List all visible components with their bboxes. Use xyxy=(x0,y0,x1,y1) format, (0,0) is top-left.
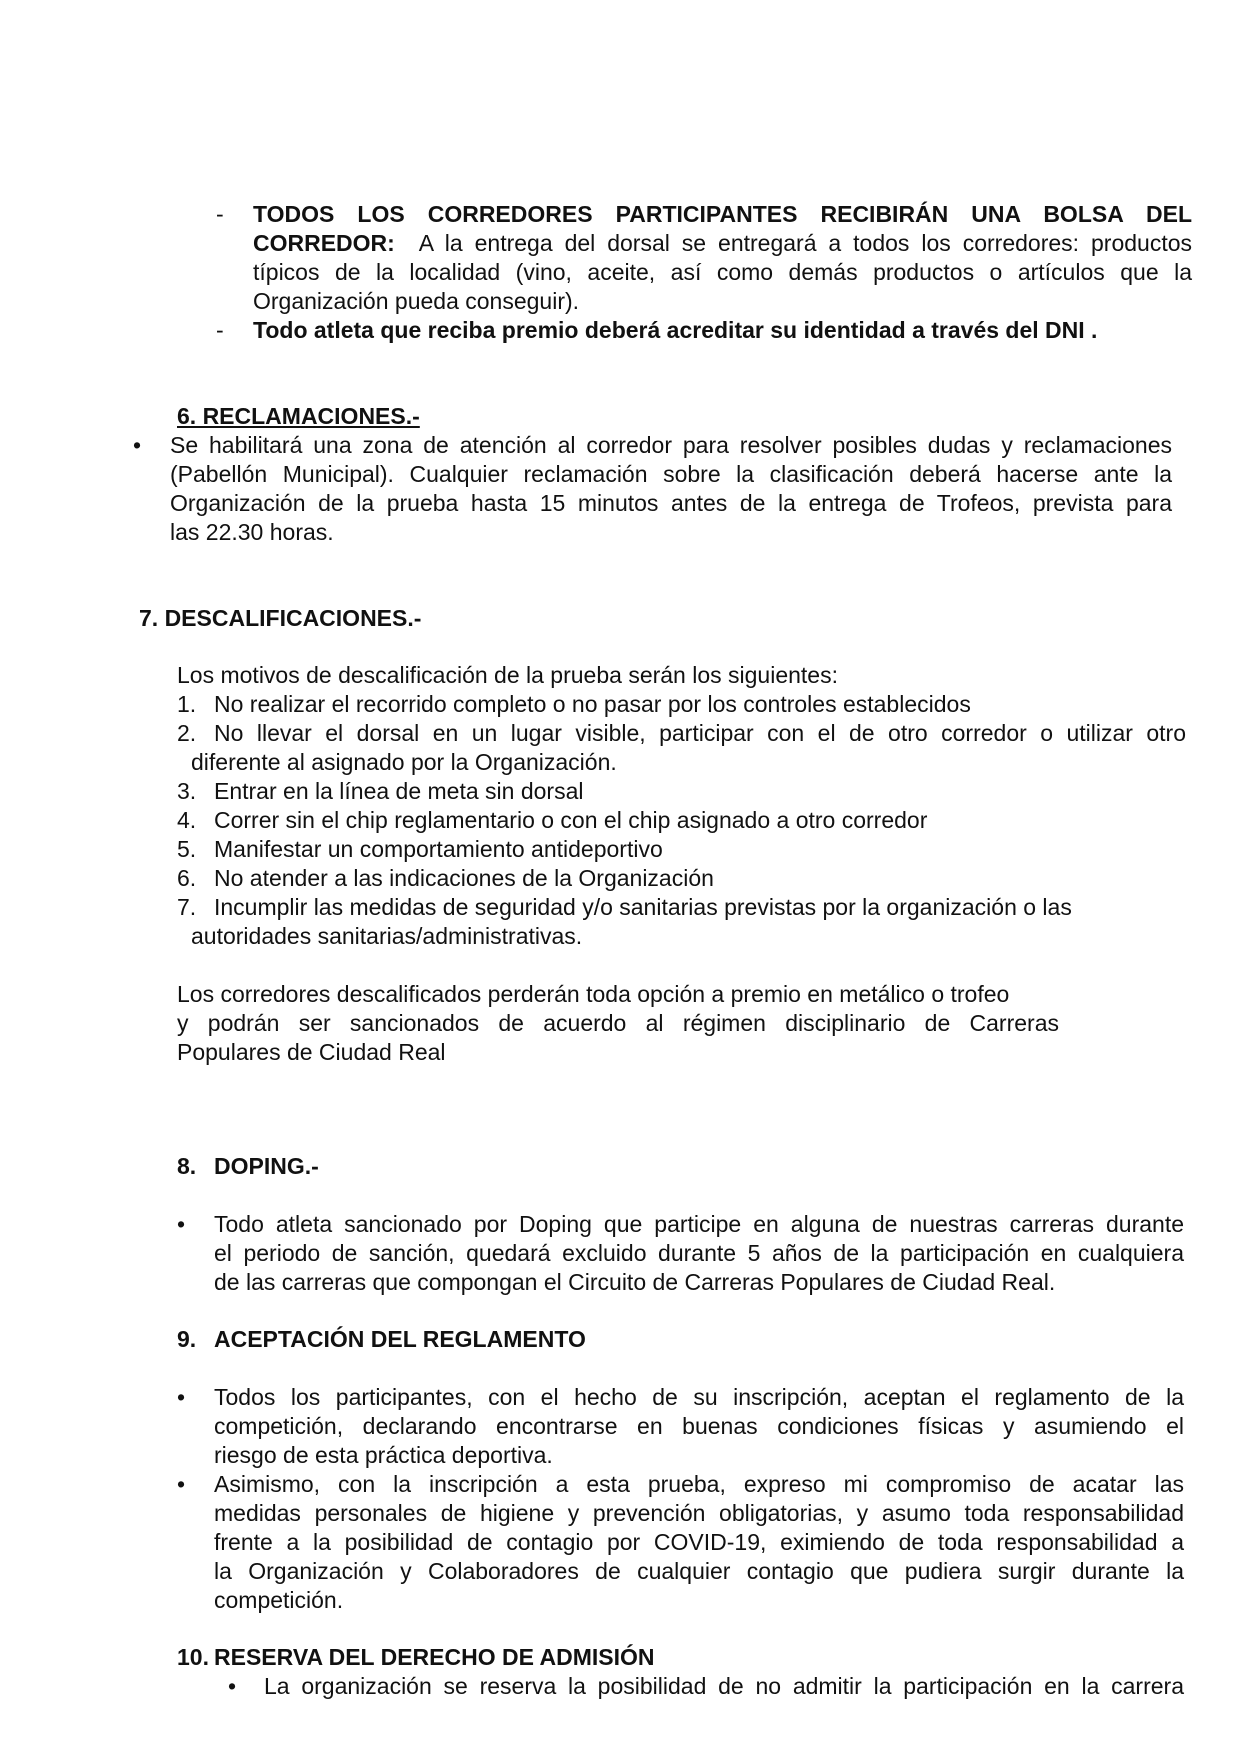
section-number: 8. xyxy=(177,1153,197,1179)
bullet-icon: • xyxy=(228,1673,237,1699)
bolsa-title: TODOS LOS CORREDORES PARTICIPANTES RECIBIRÁN UNA BOLSA DEL xyxy=(253,201,1192,227)
paragraph-line: la Organización y Colaboradores de cualquier contagio que pudiera surgir durante la xyxy=(214,1558,1184,1584)
paragraph-line: Todos los participantes, con el hecho de su inscripción, aceptan el reglamento de la xyxy=(214,1384,1184,1410)
bolsa-lead: CORREDOR: xyxy=(253,230,395,256)
intro-text: Los motivos de descalificación de la prueba serán los siguientes: xyxy=(177,662,838,688)
section-heading: ACEPTACIÓN DEL REGLAMENTO xyxy=(214,1326,586,1352)
closing-line: y podrán ser sancionados de acuerdo al régimen disciplinario de Carreras xyxy=(177,1010,1059,1036)
item-number: 1. xyxy=(177,691,197,717)
section-heading: RESERVA DEL DERECHO DE ADMISIÓN xyxy=(214,1644,655,1670)
bolsa-line-2-text: A la entrega del dorsal se entregará a todos los corredores: productos xyxy=(418,230,1193,256)
section-heading: 7. DESCALIFICACIONES.- xyxy=(139,605,422,631)
paragraph-line: frente a la posibilidad de contagio por COVID-19, eximiendo de toda responsabilidad a xyxy=(214,1529,1184,1555)
bullet-icon: • xyxy=(177,1384,186,1410)
paragraph-line: Todo atleta sancionado por Doping que participe en alguna de nuestras carreras durante xyxy=(214,1211,1184,1237)
item-text: No llevar el dorsal en un lugar visible, participar con el de otro corredor o utilizar otro xyxy=(214,720,1186,746)
paragraph-line: Se habilitará una zona de atención al corredor para resolver posibles dudas y reclamaciones xyxy=(170,432,1172,458)
paragraph-line: (Pabellón Municipal). Cualquier reclamación sobre la clasificación deberá hacerse ante la xyxy=(170,461,1172,487)
section-number: 10. xyxy=(177,1644,209,1670)
bolsa-line-3: típicos de la localidad (vino, aceite, así como demás productos o artículos que la xyxy=(253,259,1192,285)
closing-line: Populares de Ciudad Real xyxy=(177,1039,446,1065)
section-heading: DOPING.- xyxy=(214,1153,319,1179)
item-number: 3. xyxy=(177,778,197,804)
item-text-continuation: autoridades sanitarias/administrativas. xyxy=(191,923,583,949)
bullet-icon: • xyxy=(177,1211,186,1237)
paragraph-line: el periodo de sanción, quedará excluido durante 5 años de la participación en cualquiera xyxy=(214,1240,1184,1266)
item-number: 6. xyxy=(177,865,197,891)
item-text: No atender a las indicaciones de la Organización xyxy=(214,865,714,891)
item-text: Entrar en la línea de meta sin dorsal xyxy=(214,778,584,804)
paragraph-line: Asimismo, con la inscripción a esta prueba, expreso mi compromiso de acatar las xyxy=(214,1471,1184,1497)
paragraph-line: competición. xyxy=(214,1587,344,1613)
paragraph-line: medidas personales de higiene y prevención obligatorias, y asumo toda responsabilidad xyxy=(214,1500,1184,1526)
paragraph-line: riesgo de esta práctica deportiva. xyxy=(214,1442,553,1468)
paragraph-line: La organización se reserva la posibilidad de no admitir la participación en la carrera xyxy=(264,1673,1184,1699)
dash-marker: - xyxy=(216,201,224,227)
bolsa-line-2 xyxy=(253,229,1192,258)
dni-notice: Todo atleta que reciba premio deberá acreditar su identidad a través del DNI . xyxy=(253,317,1098,343)
dash-marker: - xyxy=(216,317,224,343)
paragraph-line: las 22.30 horas. xyxy=(170,519,334,545)
item-text: Manifestar un comportamiento antideportivo xyxy=(214,836,663,862)
item-text: No realizar el recorrido completo o no pasar por los controles establecidos xyxy=(214,691,971,717)
item-number: 5. xyxy=(177,836,197,862)
bullet-icon: • xyxy=(133,432,142,458)
item-text: Correr sin el chip reglamentario o con el chip asignado a otro corredor xyxy=(214,807,928,833)
item-number: 2. xyxy=(177,720,197,746)
closing-line: Los corredores descalificados perderán toda opción a premio en metálico o trofeo xyxy=(177,981,1010,1007)
item-number: 4. xyxy=(177,807,197,833)
item-number: 7. xyxy=(177,894,197,920)
section-heading: 6. RECLAMACIONES.- xyxy=(177,403,420,429)
paragraph-line: de las carreras que compongan el Circuito de Carreras Populares de Ciudad Real. xyxy=(214,1269,1056,1295)
bullet-icon: • xyxy=(177,1471,186,1497)
item-text: Incumplir las medidas de seguridad y/o sanitarias previstas por la organización o las xyxy=(214,894,1072,920)
item-text-continuation: diferente al asignado por la Organización. xyxy=(191,749,617,775)
bolsa-line-4: Organización pueda conseguir). xyxy=(253,288,580,314)
paragraph-line: Organización de la prueba hasta 15 minutos antes de la entrega de Trofeos, prevista para xyxy=(170,490,1172,516)
paragraph-line: competición, declarando encontrarse en buenas condiciones físicas y asumiendo el xyxy=(214,1413,1184,1439)
section-number: 9. xyxy=(177,1326,197,1352)
